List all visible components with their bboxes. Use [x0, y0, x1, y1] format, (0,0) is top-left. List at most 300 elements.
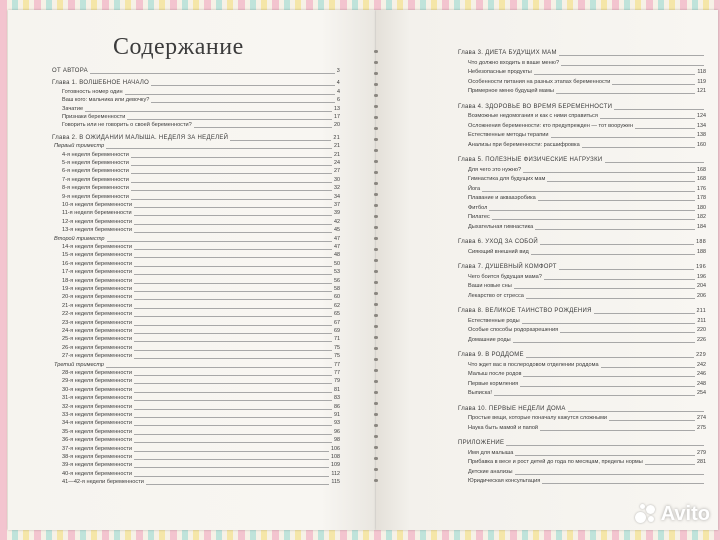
- leader-line: [107, 240, 332, 242]
- binding-hole: [374, 61, 378, 64]
- leader-line: [526, 356, 694, 358]
- leader-line: [134, 357, 332, 359]
- toc-page-number: 75: [334, 353, 340, 360]
- toc-entry-title: 41—42-я недели беременности: [62, 479, 144, 486]
- toc-page-number: 56: [334, 277, 340, 284]
- toc-entry-title: 21-я неделя беременности: [62, 302, 132, 309]
- toc-page-number: 98: [334, 437, 340, 444]
- toc-entry: [52, 353, 340, 360]
- toc-page-number: 274: [697, 415, 706, 421]
- toc-entry-title: 4-я неделя беременности: [62, 151, 129, 158]
- toc-page-number: 248: [697, 380, 706, 387]
- leader-line: [134, 475, 329, 477]
- toc-entry-title: Осложнения беременности: кто предупрежден — тот вооружен: [468, 122, 634, 129]
- toc-entry-title: 27-я неделя беременности: [62, 353, 132, 360]
- toc-entry: [52, 97, 340, 104]
- toc-entry-title: 18-я неделя беременности: [62, 277, 132, 284]
- toc-entry: [458, 425, 706, 432]
- toc-entry-title: Пилатес: [468, 214, 490, 220]
- toc-entry: [458, 79, 706, 86]
- toc-entry-title: Возможные недомогания и как с ними справиться: [468, 113, 598, 119]
- toc-entry-title: Глава 1. ВОЛШЕБНОЕ НАЧАЛО: [52, 80, 150, 87]
- binding-hole: [374, 292, 378, 295]
- binding-hole: [374, 446, 378, 449]
- toc-entry: [458, 176, 706, 183]
- toc-page-number: 168: [697, 166, 706, 173]
- leader-line: [560, 331, 695, 333]
- toc-entry: [458, 60, 706, 67]
- toc-entry-title: 9-я неделя беременности: [62, 193, 129, 200]
- toc-entry-title: Анализы при беременности: расшифровка: [468, 141, 580, 148]
- toc-entry-title: Чего боится будущая мама?: [468, 273, 542, 280]
- toc-entry-title: Йога: [468, 185, 481, 192]
- leader-line: [134, 382, 332, 384]
- leader-line: [146, 483, 330, 485]
- toc-entry-title: 22-я неделя беременности: [62, 311, 132, 318]
- toc-entry-title: Глава 3. ДИЕТА БУДУЩИХ МАМ: [458, 50, 557, 56]
- leader-line: [556, 92, 695, 94]
- toc-page-number: 21: [334, 151, 340, 158]
- toc-entry-title: Готовность номер один: [62, 88, 123, 95]
- toc-entry: [52, 420, 340, 427]
- leader-line: [134, 282, 332, 284]
- leader-line: [134, 340, 332, 342]
- toc-page-number: 32: [334, 185, 340, 192]
- binding-hole: [374, 380, 378, 383]
- leader-line: [601, 366, 695, 368]
- toc-entry: [458, 274, 706, 281]
- toc-chapter: [458, 50, 706, 57]
- leader-line: [134, 223, 332, 225]
- toc-page-number: 91: [334, 412, 340, 418]
- toc-page-number: 184: [697, 223, 706, 230]
- toc-chapter: [458, 440, 706, 447]
- leader-line: [134, 332, 332, 334]
- leader-line: [134, 231, 332, 233]
- toc-entry-title: Дыхательная гимнастика: [468, 223, 534, 230]
- toc-entry-title: Естественные методы терапии: [468, 132, 549, 138]
- leader-line: [559, 268, 694, 270]
- binding-hole: [374, 369, 378, 372]
- leader-line: [134, 307, 332, 309]
- toc-chapter: [458, 406, 706, 413]
- toc-entry-title: 13-я неделя беременности: [62, 227, 132, 234]
- toc-entry-title: 34-я неделя беременности: [62, 420, 132, 427]
- toc-entry: [52, 122, 340, 129]
- toc-entry-title: Плавание и аквааэробика: [468, 195, 536, 201]
- leader-line: [551, 136, 695, 138]
- leader-line: [523, 171, 695, 173]
- binding-hole: [374, 336, 378, 339]
- leader-line: [559, 54, 704, 56]
- toc-entry: [52, 454, 340, 461]
- toc-entry-title: Наука быть мамой и папой: [468, 424, 539, 431]
- toc-entry: [52, 278, 340, 285]
- toc-entry: [458, 167, 706, 174]
- toc-entry-title: 36-я неделя беременности: [62, 437, 132, 444]
- leader-line: [531, 253, 695, 255]
- toc-page-number: 168: [697, 176, 706, 182]
- toc-entry: [52, 252, 340, 259]
- leader-line: [523, 375, 695, 377]
- toc-page-number: 47: [334, 235, 340, 242]
- toc-entry-title: 33-я неделя беременности: [62, 412, 132, 418]
- binding-hole: [374, 281, 378, 284]
- toc-page-number: 204: [697, 283, 706, 289]
- toc-entry-title: Простые вещи, которые поначалу кажутся сложными: [468, 415, 608, 421]
- binding-hole: [374, 413, 378, 416]
- toc-entry: [458, 142, 706, 149]
- leader-line: [125, 93, 335, 95]
- leader-line: [134, 265, 332, 267]
- toc-entry: [52, 294, 340, 301]
- leader-line: [134, 450, 329, 452]
- toc-entry-title: Что должно входить в ваше меню?: [468, 59, 560, 66]
- leader-line: [540, 243, 694, 245]
- toc-page-number: 30: [334, 176, 340, 183]
- toc-chapter: [458, 239, 706, 246]
- toc-entry-title: Имя для малыша: [468, 449, 514, 456]
- binding-hole: [374, 237, 378, 240]
- binding-hole: [374, 391, 378, 394]
- toc-entry: [458, 318, 706, 325]
- toc-entry-title: Домашние роды: [468, 336, 511, 343]
- binding-hole: [374, 347, 378, 350]
- binding-hole: [374, 270, 378, 273]
- toc-page-number: 275: [697, 424, 706, 431]
- toc-entry: [52, 202, 340, 209]
- leader-line: [131, 181, 332, 183]
- toc-page-number: 118: [697, 69, 706, 75]
- toc-entry-title: Детские анализы: [468, 468, 513, 475]
- toc-chapter: [458, 157, 706, 164]
- toc-entry-title: 19-я неделя беременности: [62, 286, 132, 292]
- toc-page-number: 53: [334, 269, 340, 276]
- toc-entry: [458, 69, 706, 76]
- toc-page-number: 115: [331, 479, 340, 486]
- binding-hole: [374, 248, 378, 251]
- toc-page-number: 106: [331, 445, 340, 452]
- leader-line: [492, 218, 695, 220]
- toc-entry-title: Что ждет вас в послеродовом отделении роддома: [468, 361, 599, 368]
- toc-page-number: 17: [334, 114, 340, 120]
- binding-hole: [374, 94, 378, 97]
- toc-entry-title: 32-я неделя беременности: [62, 403, 132, 410]
- binding-hole: [374, 424, 378, 427]
- toc-entry-title: 12-я неделя беременности: [62, 218, 132, 225]
- binding-hole: [374, 303, 378, 306]
- toc-entry-title: 31-я неделя беременности: [62, 395, 132, 402]
- toc-page-number: 279: [697, 449, 706, 456]
- toc-entry: [458, 195, 706, 202]
- toc-page-number: 58: [334, 286, 340, 292]
- toc-entry: [458, 249, 706, 256]
- toc-entry: [458, 415, 706, 422]
- leader-line: [134, 206, 332, 208]
- toc-page-number: 86: [334, 403, 340, 410]
- toc-entry: [52, 160, 340, 167]
- toc-entry: [458, 132, 706, 139]
- toc-entry: [458, 186, 706, 193]
- toc-entry-title: Малыш после родов: [468, 371, 522, 377]
- toc-entry-title: Глава 9. В РОДДОМЕ: [458, 352, 524, 358]
- binding-hole: [374, 468, 378, 471]
- toc-entry: [52, 446, 340, 453]
- toc-page-number: 83: [334, 395, 340, 402]
- leader-line: [526, 297, 695, 299]
- toc-entry: [52, 387, 340, 394]
- toc-entry: [458, 113, 706, 120]
- toc-entry-title: 29-я неделя беременности: [62, 378, 132, 385]
- leader-line: [131, 198, 332, 200]
- toc-page-number: 196: [696, 264, 706, 270]
- toc-page-number: 3: [336, 68, 340, 74]
- toc-page-number: 211: [697, 317, 706, 324]
- leader-line: [230, 139, 331, 141]
- toc-page-number: 47: [334, 244, 340, 250]
- leader-line: [134, 248, 332, 250]
- toc-entry: [52, 370, 340, 377]
- toc-entry: [458, 450, 706, 457]
- toc-page-number: 188: [696, 239, 706, 245]
- toc-page-number: 21: [334, 143, 340, 150]
- toc-entry: [52, 378, 340, 385]
- binding-hole: [374, 50, 378, 53]
- toc-entry-title: Естественные роды: [468, 317, 520, 324]
- toc-entry-title: 7-я неделя беременности: [62, 176, 129, 183]
- toc-entry: [52, 345, 340, 352]
- binding-hole: [374, 204, 378, 207]
- toc-entry-title: Ваши новые сны: [468, 283, 512, 289]
- spiral-binding: [374, 10, 380, 530]
- binding-hole: [374, 127, 378, 130]
- toc-page-number: 71: [334, 336, 340, 343]
- toc-entry: [458, 293, 706, 300]
- open-book: [8, 10, 718, 535]
- binding-hole: [374, 259, 378, 262]
- page-title: Содержание: [113, 34, 244, 60]
- toc-page-number: 246: [697, 371, 706, 377]
- toc-entry: [52, 471, 340, 478]
- toc-entry: [52, 437, 340, 444]
- binding-hole: [374, 457, 378, 460]
- toc-page-number: 220: [697, 327, 706, 333]
- toc-entry-title: 25-я неделя беременности: [62, 336, 132, 343]
- leader-line: [134, 315, 332, 317]
- binding-hole: [374, 116, 378, 119]
- binding-hole: [374, 325, 378, 328]
- toc-page-number: 42: [334, 218, 340, 225]
- leader-line: [194, 126, 332, 128]
- toc-entry: [52, 269, 340, 276]
- leader-line: [134, 416, 332, 418]
- toc-page-number: 206: [697, 292, 706, 299]
- binding-hole: [374, 171, 378, 174]
- toc-page-number: 48: [334, 252, 340, 259]
- toc-chapter: [52, 80, 340, 87]
- toc-entry-title: 5-я неделя беременности: [62, 160, 129, 166]
- toc-entry-title: Глава 2. В ОЖИДАНИИ МАЛЫША. НЕДЕЛЯ ЗА НЕДЕЛЕЙ: [52, 134, 229, 141]
- toc-chapter: [458, 264, 706, 271]
- leader-line: [561, 64, 704, 66]
- toc-page-number: 67: [334, 319, 340, 326]
- leader-line: [535, 228, 695, 230]
- leader-line: [544, 278, 695, 280]
- toc-entry: [52, 261, 340, 268]
- toc-page-number: 81: [334, 386, 340, 393]
- leader-line: [635, 127, 695, 129]
- leader-line: [614, 108, 704, 110]
- toc-page-number: 60: [334, 294, 340, 301]
- toc-entry-title: 30-я неделя беременности: [62, 386, 132, 393]
- toc-chapter: [52, 135, 340, 142]
- toc-entry-title: 35-я неделя беременности: [62, 428, 132, 435]
- toc-entry: [458, 371, 706, 378]
- leader-line: [542, 482, 704, 484]
- leader-line: [134, 391, 332, 393]
- leader-line: [568, 410, 704, 412]
- leader-line: [134, 214, 332, 216]
- leader-line: [514, 287, 695, 289]
- avito-logo-icon: [635, 504, 657, 526]
- leader-line: [134, 349, 332, 351]
- toc-entry-title: 10-я неделя беременности: [62, 202, 132, 208]
- toc-entry-title: Зачатие: [62, 105, 84, 112]
- toc-entry: [458, 283, 706, 290]
- toc-page-number: 24: [334, 160, 340, 166]
- toc-page-number: 176: [697, 185, 706, 192]
- leader-line: [134, 424, 332, 426]
- toc-entry-title: Глава 8. ВЕЛИКОЕ ТАИНСТВО РОЖДЕНИЯ: [458, 308, 592, 314]
- toc-entry-title: Прибавка в весе и рост детей до года по месяцам, пределы нормы: [468, 459, 643, 465]
- leader-line: [134, 466, 329, 468]
- binding-hole: [374, 358, 378, 361]
- toc-entry-title: 11-я неделя беременности: [62, 210, 132, 217]
- toc-entry: [52, 479, 340, 486]
- toc-entry: [52, 210, 340, 217]
- toc-entry-title: Выписка!: [468, 390, 492, 396]
- toc-page-number: 242: [697, 361, 706, 368]
- leader-line: [134, 374, 332, 376]
- binding-hole: [374, 149, 378, 152]
- leader-line: [600, 117, 695, 119]
- toc-page-number: 211: [696, 308, 706, 314]
- toc-page-number: 21: [333, 134, 340, 141]
- toc-entry: [52, 168, 340, 175]
- toc-entry-title: Глава 6. УХОД ЗА СОБОЙ: [458, 239, 539, 245]
- toc-entry: [52, 152, 340, 159]
- toc-page-number: 62: [334, 302, 340, 309]
- toc-entry-title: Гимнастика для будущих мам: [468, 176, 546, 182]
- toc-entry: [52, 395, 340, 402]
- toc-entry: [52, 404, 340, 411]
- toc-page-number: 13: [334, 105, 340, 112]
- toc-entry-title: Примерное меню будущей мамы: [468, 88, 554, 94]
- leader-line: [106, 147, 332, 149]
- toc-page-number: 65: [334, 311, 340, 318]
- leader-line: [131, 189, 332, 191]
- leader-line: [513, 341, 695, 343]
- toc-entry-title: 15-я неделя беременности: [62, 252, 132, 259]
- binding-hole: [374, 160, 378, 163]
- toc-page-number: 34: [334, 193, 340, 200]
- toc-entry: [458, 390, 706, 397]
- toc-entry-title: Глава 5. ПОЛЕЗНЫЕ ФИЗИЧЕСКИЕ НАГРУЗКИ: [458, 157, 603, 163]
- avito-watermark: [635, 503, 710, 526]
- toc-entry: [52, 244, 340, 251]
- leader-line: [645, 463, 695, 465]
- leader-line: [522, 322, 696, 324]
- leader-line: [515, 454, 695, 456]
- toc-entry: [52, 219, 340, 226]
- toc-page-number: 281: [697, 459, 706, 465]
- toc-entry-title: ОТ АВТОРА: [52, 68, 88, 74]
- toc-page-number: 160: [697, 141, 706, 148]
- toc-page-number: 69: [334, 328, 340, 334]
- toc-entry-title: Второй триместр: [54, 235, 105, 242]
- toc-entry: [52, 227, 340, 234]
- toc-entry: [458, 205, 706, 212]
- toc-page-number: 79: [334, 378, 340, 385]
- right-page: [376, 10, 718, 530]
- leader-line: [131, 156, 332, 158]
- binding-hole: [374, 193, 378, 196]
- toc-entry: [458, 327, 706, 334]
- toc-page-number: 50: [334, 260, 340, 267]
- toc-page-number: 77: [334, 361, 340, 368]
- binding-hole: [374, 402, 378, 405]
- toc-entry: [52, 311, 340, 318]
- toc-chapter: [458, 104, 706, 111]
- toc-page-number: 254: [697, 390, 706, 396]
- leader-line: [90, 72, 335, 74]
- watermark-text: Avito: [660, 503, 710, 525]
- leader-line: [131, 172, 332, 174]
- toc-entry-title: Первый триместр: [54, 143, 105, 150]
- leader-line: [520, 385, 695, 387]
- toc-entry: [52, 320, 340, 327]
- toc-page-number: 27: [334, 168, 340, 175]
- toc-chapter: [458, 352, 706, 359]
- toc-page-number: 20: [334, 122, 340, 129]
- toc-entry-title: 26-я неделя беременности: [62, 344, 132, 351]
- toc-entry-title: Третий триместр: [54, 361, 105, 368]
- toc-page-number: 180: [697, 204, 706, 211]
- toc-entry-title: 20-я неделя беременности: [62, 294, 132, 301]
- leader-line: [151, 84, 335, 86]
- toc-page-number: 121: [697, 88, 706, 94]
- toc-page-number: 45: [334, 227, 340, 234]
- toc-entry: [458, 88, 706, 95]
- leader-line: [151, 101, 335, 103]
- leader-line: [605, 161, 705, 163]
- leader-line: [134, 290, 332, 292]
- leader-line: [538, 199, 695, 201]
- binding-hole: [374, 435, 378, 438]
- toc-entry-title: 14-я неделя беременности: [62, 244, 132, 250]
- toc-entry: [52, 412, 340, 419]
- toc-page-number: 229: [696, 352, 706, 358]
- toc-entry-title: Признаки беременности: [62, 114, 126, 120]
- toc-entry-title: Говорить или не говорить о своей беременности?: [62, 122, 192, 129]
- leader-line: [506, 444, 704, 446]
- leader-line: [609, 419, 695, 421]
- leader-line: [547, 180, 695, 182]
- toc-entry-title: Особенности питания на разных этапах беременности: [468, 78, 611, 85]
- toc-entry: [52, 286, 340, 293]
- binding-hole: [374, 83, 378, 86]
- leader-line: [134, 324, 332, 326]
